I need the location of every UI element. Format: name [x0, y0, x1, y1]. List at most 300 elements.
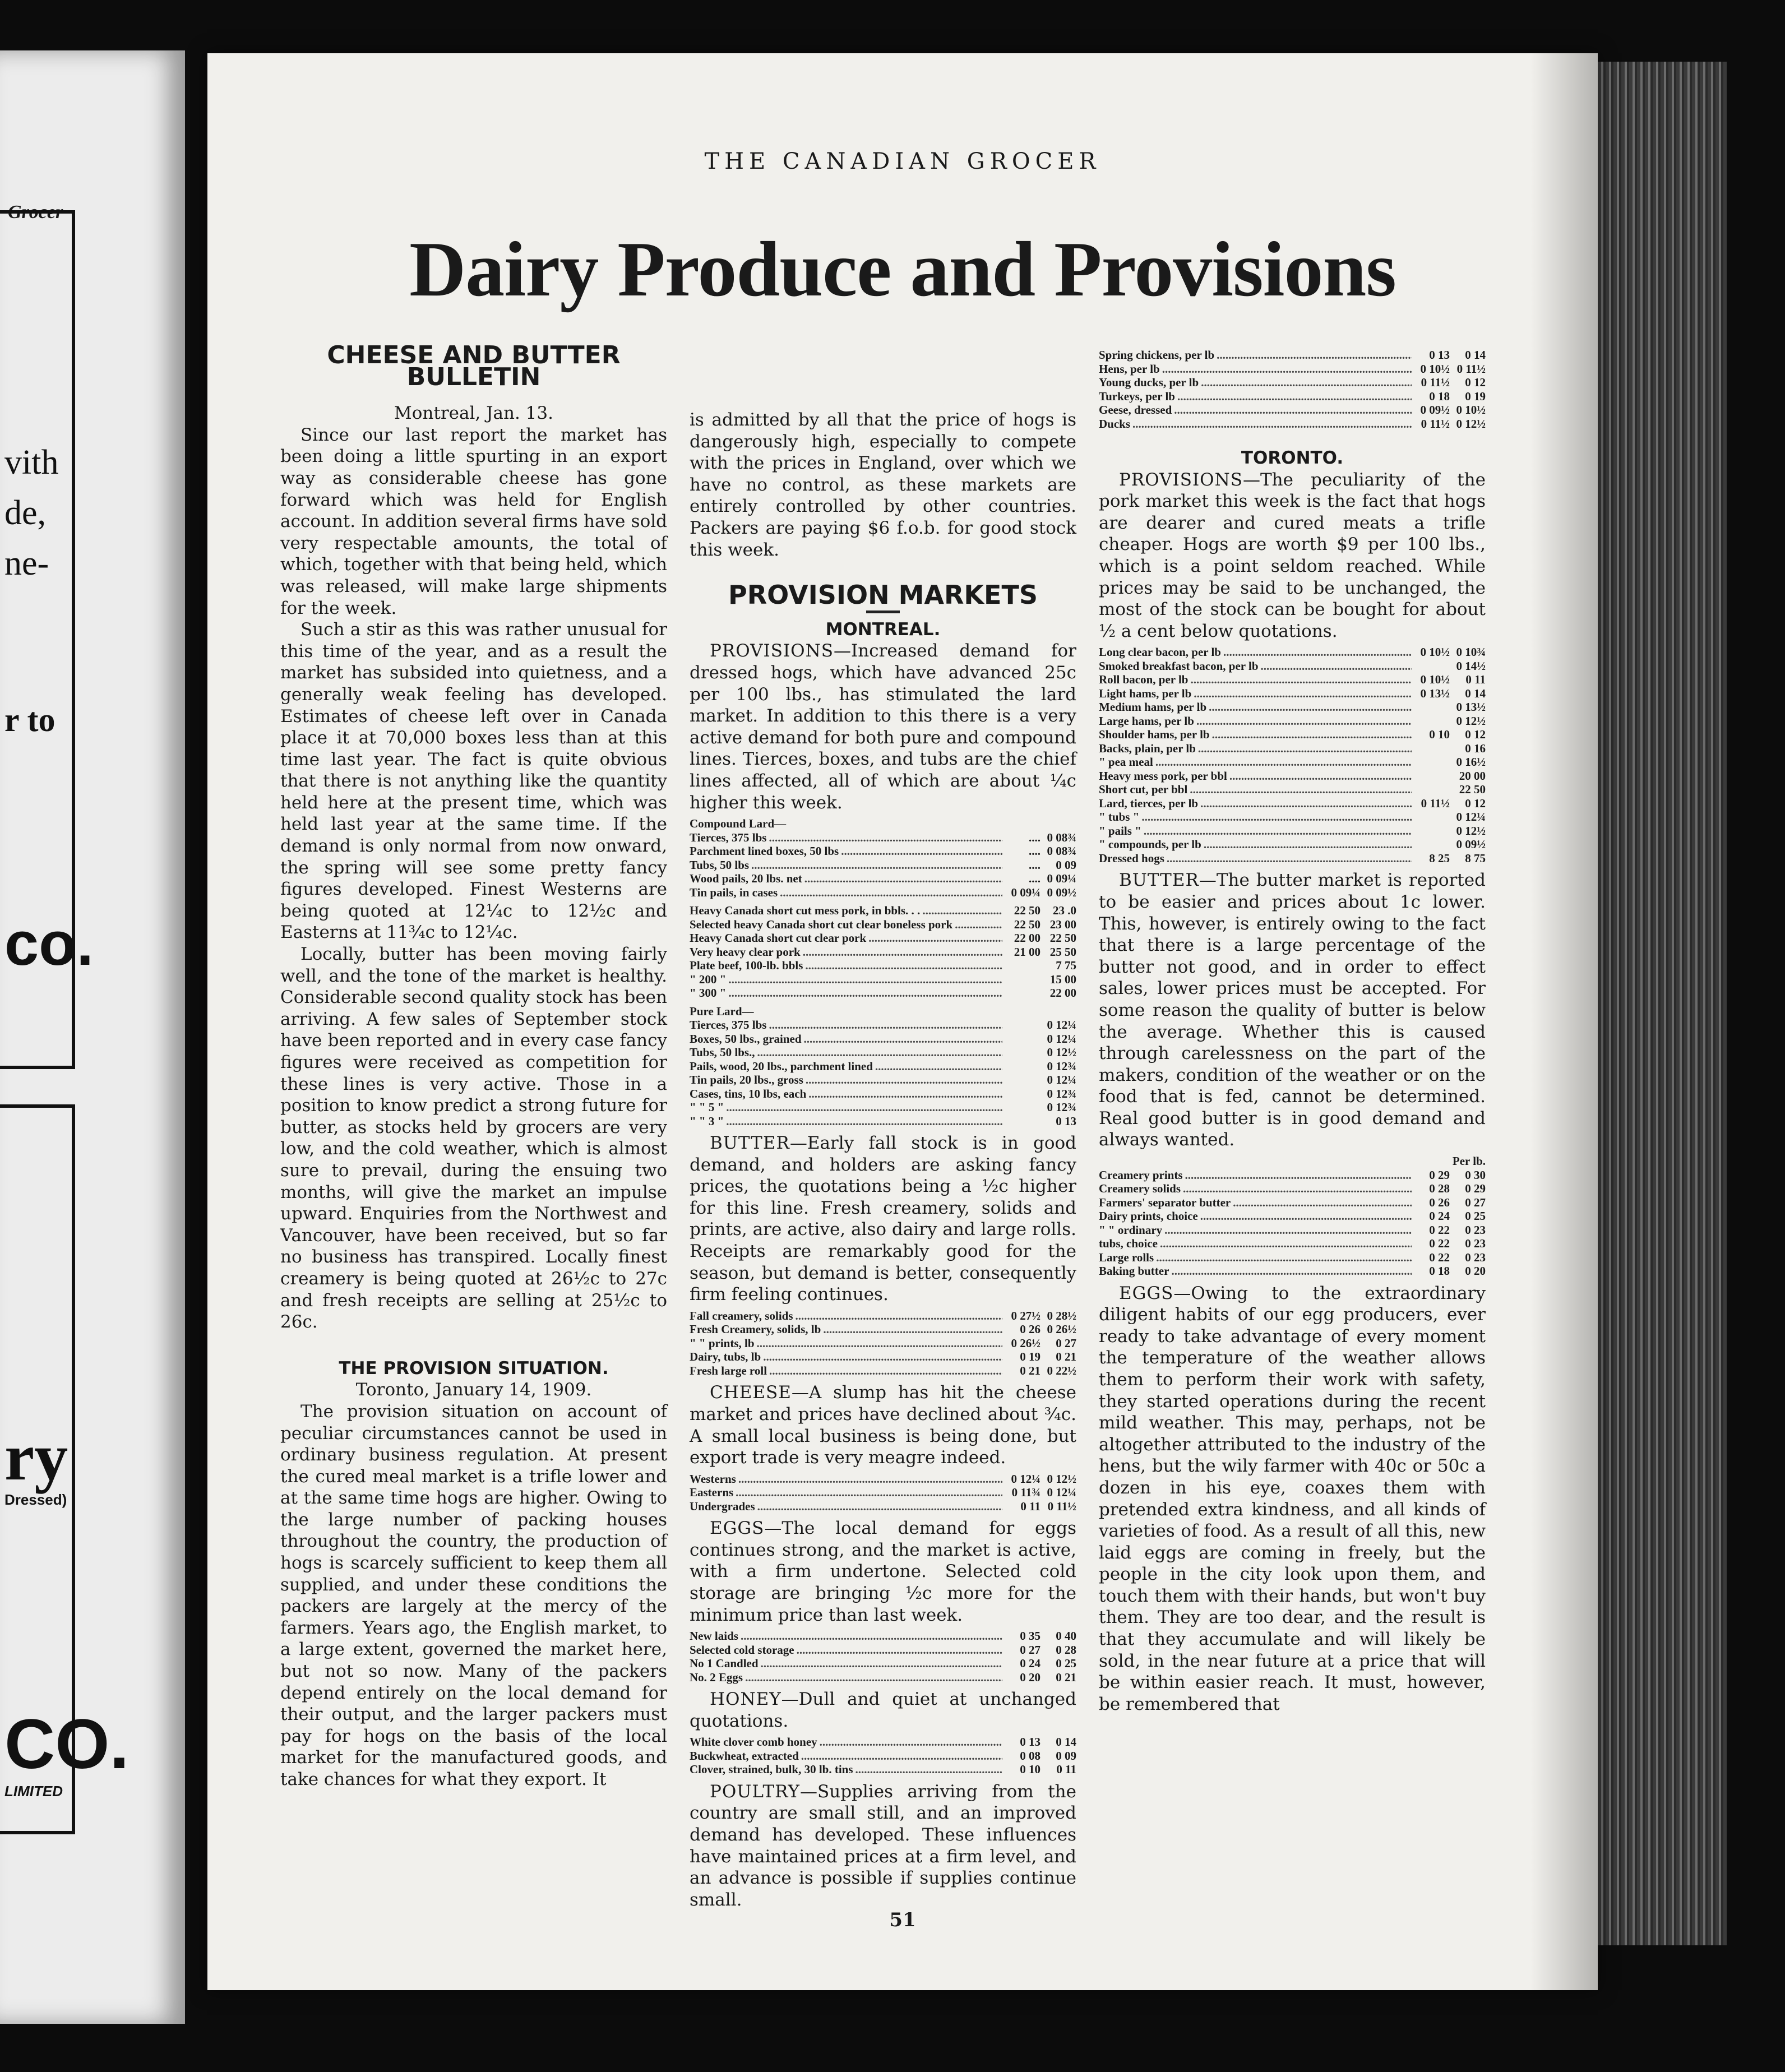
- leader-dots: [1223, 645, 1412, 659]
- leader-dots: [855, 1763, 1002, 1777]
- price-high: 0 11½: [1456, 362, 1486, 376]
- leader-dots: [820, 1735, 1002, 1749]
- price-high: 0 30: [1465, 1168, 1486, 1182]
- leader-dots: [1201, 376, 1412, 390]
- row-label: Tubs, 50 lbs.,: [690, 1046, 755, 1060]
- table-row: [1099, 645, 1486, 659]
- price-high: 0 40: [1056, 1629, 1076, 1643]
- price-high: 0 12¼: [1047, 1018, 1076, 1032]
- leader-dots: [797, 1643, 1002, 1657]
- row-label: Long clear bacon, per lb: [1099, 645, 1221, 659]
- table-row: [1099, 1168, 1486, 1182]
- row-label: Smoked breakfast bacon, per lb: [1099, 659, 1259, 673]
- advert-fragment: LIMITED: [4, 1783, 63, 1800]
- leader-dots: [1171, 1264, 1412, 1278]
- magazine-page: [207, 53, 1598, 1990]
- row-label: Undergrades: [690, 1499, 755, 1513]
- leader-dots: [757, 1500, 1002, 1514]
- price-low: 0 11½: [1421, 417, 1450, 431]
- price-high: 0 16½: [1456, 755, 1486, 769]
- price-high: 22 50: [1049, 931, 1076, 945]
- leader-dots: [806, 1073, 1002, 1087]
- leader-dots: [1217, 348, 1412, 362]
- paragraph-lead: HONEY: [710, 1689, 781, 1710]
- leader-dots: [1190, 673, 1412, 687]
- price-low: 0 13: [1020, 1735, 1041, 1749]
- price-low: 0 26: [1020, 1322, 1041, 1336]
- leader-dots: [1200, 1209, 1412, 1223]
- row-label: Spring chickens, per lb: [1099, 348, 1215, 362]
- leader-dots: [1164, 1223, 1412, 1237]
- price-high: 0 09: [1056, 858, 1076, 872]
- cheese-butter-paragraph: Locally, butter has been moving fairly well, and the tone of the market is healthy. Considerable second quality stock has been arriving. A few sales of September stock have been reported and in every case fancy figures were received as competition for these lines is very active. Those in a position to know predict a strong future for butter, as stocks held by grocers are very low, and the cold weather, which is almost sure to prevail, during the ensuing two months, will give the market an impulse upward. Enquiries from the Northwest and Vancouver, have been received, but so far no business has transpired. Locally finest creamery is being quoted at 26½c to 27c and fresh receipts are selling at 25½c to 26c.: [280, 944, 667, 1333]
- table-row: [1099, 728, 1486, 742]
- table-row: [1099, 362, 1486, 376]
- row-label: Fresh large roll: [690, 1363, 767, 1377]
- leader-dots: [736, 1486, 1002, 1500]
- price-high: 23 00: [1049, 917, 1076, 931]
- table-row: [690, 918, 1076, 932]
- row-label: Pails, wood, 20 lbs., parchment lined: [690, 1059, 873, 1073]
- table-row: [1099, 1223, 1486, 1237]
- table-row: [690, 1018, 1076, 1032]
- row-label: Dairy, tubs, lb: [690, 1350, 761, 1364]
- book-page-edges: [1598, 62, 1727, 1945]
- table-row: [690, 1114, 1076, 1128]
- price-high: 0 21: [1056, 1350, 1076, 1364]
- price-high: 0 27: [1056, 1336, 1076, 1350]
- provision-situation-dateline: Toronto, January 14, 1909.: [355, 1380, 592, 1400]
- row-label: Light hams, per lb: [1099, 686, 1192, 700]
- row-label: Clover, strained, bulk, 30 lb. tins: [690, 1763, 853, 1777]
- leader-dots: [1185, 1168, 1412, 1182]
- column-2: [690, 409, 1076, 1911]
- table-row: [1099, 403, 1486, 417]
- leader-dots: [1212, 728, 1412, 742]
- row-label: Large hams, per lb: [1099, 714, 1194, 728]
- row-label: Buckwheat, extracted: [690, 1749, 799, 1763]
- cheese-butter-dateline: Montreal, Jan. 13.: [394, 403, 553, 424]
- row-label: No 1 Candled: [690, 1657, 759, 1671]
- toronto-butter-table: [1099, 1154, 1486, 1278]
- leader-dots: [868, 931, 1002, 945]
- price-high: 0 12¼: [1047, 1073, 1076, 1087]
- table-row: [1099, 824, 1486, 838]
- leader-dots: [1196, 714, 1412, 728]
- row-label: Wood pails, 20 lbs. net: [690, 872, 802, 886]
- price-high: 0 12¾: [1047, 1100, 1076, 1114]
- pure-lard-table: [690, 1005, 1076, 1128]
- advert-fragment: r to: [4, 701, 56, 738]
- previous-page-edge: [0, 50, 185, 2024]
- price-low: 0 35: [1020, 1629, 1041, 1643]
- price-high: 22 50: [1459, 783, 1486, 797]
- leader-dots: [1174, 403, 1412, 417]
- table-row: [690, 1643, 1076, 1657]
- price-high: 0 12¼: [1456, 810, 1486, 824]
- price-low: 0 26½: [1011, 1336, 1041, 1350]
- table-row: [1099, 659, 1486, 673]
- table-row: [1099, 348, 1486, 362]
- price-low: 22 00: [1014, 931, 1041, 945]
- table-row: [690, 1671, 1076, 1685]
- table-row: [690, 1364, 1076, 1378]
- page-number: 51: [889, 1909, 916, 1931]
- price-high: 0 27: [1465, 1195, 1486, 1209]
- table-row: [1099, 1264, 1486, 1278]
- cheese-table: [690, 1472, 1076, 1514]
- honey-table: [690, 1735, 1076, 1777]
- price-high: 0 08¾: [1047, 830, 1076, 844]
- provision-markets-heading: PROVISION MARKETS: [728, 580, 1038, 610]
- table-row: [690, 904, 1076, 918]
- table-label: Pure Lard—: [690, 1004, 754, 1018]
- price-high: 0 16: [1465, 741, 1486, 755]
- row-label: Short cut, per bbl: [1099, 783, 1188, 797]
- price-high: 7 75: [1056, 959, 1076, 973]
- row-label: Heavy mess pork, per bbl: [1099, 769, 1227, 783]
- paragraph-text: —A slump has hit the cheese market and prices have declined about ¾c. A small local business is being done, but export trade is very meagre indeed.: [690, 1382, 1076, 1468]
- price-high: 0 11: [1056, 1763, 1076, 1777]
- price-low: ....: [1029, 872, 1041, 886]
- row-label: Ducks: [1099, 417, 1131, 431]
- price-low: 0 26: [1429, 1195, 1450, 1209]
- leader-dots: [751, 858, 1002, 872]
- table-row: [1099, 417, 1486, 431]
- leader-dots: [728, 986, 1002, 1000]
- table-row: [690, 1763, 1076, 1777]
- price-high: 0 09½: [1456, 838, 1486, 852]
- leader-dots: [1204, 838, 1412, 852]
- leader-dots: [738, 1472, 1002, 1486]
- price-high: 0 14: [1465, 348, 1486, 362]
- price-high: 0 11: [1465, 673, 1486, 687]
- row-label: Very heavy clear pork: [690, 945, 801, 959]
- price-low: 0 08: [1020, 1749, 1041, 1763]
- price-high: 0 14: [1056, 1735, 1076, 1749]
- row-label: " compounds, per lb: [1099, 838, 1201, 852]
- leader-dots: [823, 1322, 1002, 1336]
- leader-dots: [745, 1671, 1002, 1685]
- row-label: " " ordinary: [1099, 1223, 1163, 1237]
- price-high: 0 12½: [1047, 1472, 1076, 1486]
- price-low: 8 25: [1429, 851, 1450, 865]
- leader-dots: [1190, 783, 1412, 797]
- row-label: New laids: [690, 1629, 738, 1643]
- price-low: 0 22: [1429, 1250, 1450, 1264]
- price-high: 0 13: [1056, 1114, 1076, 1128]
- pork-table: [690, 904, 1076, 1000]
- row-label: Lard, tierces, per lb: [1099, 796, 1199, 810]
- table-row: [1099, 1251, 1486, 1265]
- leader-dots: [922, 904, 1002, 918]
- price-low: 0 11½: [1421, 796, 1450, 810]
- row-label: Easterns: [690, 1486, 734, 1500]
- leader-dots: [1200, 797, 1412, 811]
- previous-page-running-head: Grocer: [8, 202, 63, 223]
- table-row: [1099, 1237, 1486, 1251]
- leader-dots: [804, 1032, 1002, 1046]
- price-low: 0 28: [1429, 1182, 1450, 1196]
- table-row: [690, 1073, 1076, 1087]
- leader-dots: [796, 1309, 1003, 1323]
- leader-dots: [763, 1350, 1002, 1364]
- cheese-butter-paragraph: Since our last report the market has been doing a little spurting in an export way as considerable cheese has gone forward which was held for English account. In addition several firms have sold very respectable amounts, the total of which, together with that being held, which was released, will make large shipments for the week.: [280, 424, 667, 618]
- price-high: 0 25: [1465, 1209, 1486, 1223]
- row-label: Farmers' separator butter: [1099, 1195, 1231, 1209]
- row-label: " 300 ": [690, 986, 727, 1000]
- table-row: [1099, 687, 1486, 701]
- leader-dots: [875, 1060, 1002, 1074]
- toronto-provisions-table: [1099, 645, 1486, 865]
- montreal-eggs-table: [690, 1629, 1076, 1684]
- price-high: 0 12: [1465, 796, 1486, 810]
- row-label: " pea meal: [1099, 755, 1153, 769]
- table-row: [1099, 797, 1486, 811]
- row-label: Cases, tins, 10 lbs, each: [690, 1086, 807, 1100]
- paragraph-lead: POULTRY: [710, 1781, 800, 1802]
- price-high: 22 00: [1049, 986, 1076, 1000]
- paragraph-lead: EGGS: [1119, 1283, 1174, 1303]
- price-high: 8 75: [1465, 851, 1486, 865]
- montreal-butter-table: [690, 1309, 1076, 1378]
- provision-situation-heading: THE PROVISION SITUATION.: [339, 1358, 609, 1379]
- row-label: " " 3 ": [690, 1114, 724, 1128]
- leader-dots: [1167, 852, 1412, 866]
- cheese-butter-paragraph: Such a stir as this was rather unusual for this time of the year, and as a result the market has subsided into quietness, and a generally weak feeling has developed. Estimates of cheese left over in Canada place it at 70,000 boxes less than at this time last year. The fact is quite obvious that there is not anything like the quantity held here at the present time, which was held last year at the same time. If the demand is only normal from now onward, the spring will see some pretty fancy figures developed. Finest Westerns are being quoted at 12¼c to 12½c and Easterns at 11¾c to 12¼c.: [280, 619, 667, 943]
- price-high: 0 10½: [1456, 403, 1486, 417]
- paragraph-text: —Supplies arriving from the country are small still, and an improved demand has developed. These influences have maintained prices at a firm level, and an advance is possible if supplies continue small.: [690, 1781, 1076, 1910]
- leader-dots: [1160, 1237, 1412, 1251]
- paragraph-lead: BUTTER: [710, 1133, 790, 1154]
- price-high: 0 10¾: [1456, 645, 1486, 659]
- row-label: Parchment lined boxes, 50 lbs: [690, 844, 839, 858]
- table-row: [690, 1032, 1076, 1046]
- table-row: [1099, 700, 1486, 714]
- table-row: [1099, 838, 1486, 852]
- table-row: [690, 1500, 1076, 1514]
- price-high: 0 20: [1465, 1264, 1486, 1278]
- leader-dots: [841, 844, 1002, 858]
- row-label: White clover comb honey: [690, 1735, 817, 1749]
- row-label: Creamery prints: [1099, 1168, 1183, 1182]
- table-row: [690, 1336, 1076, 1350]
- price-high: 0 26½: [1047, 1322, 1076, 1336]
- price-low: 0 22: [1429, 1237, 1450, 1251]
- section-rule: [866, 610, 900, 613]
- leader-dots: [1132, 417, 1412, 431]
- price-high: 0 12¾: [1047, 1059, 1076, 1073]
- row-label: Medium hams, per lb: [1099, 700, 1207, 714]
- leader-dots: [1261, 659, 1412, 673]
- row-label: Dressed hogs: [1099, 851, 1164, 865]
- table-row: [1099, 714, 1486, 728]
- table-row: [1099, 755, 1486, 769]
- row-label: " pails ": [1099, 824, 1141, 838]
- leader-dots: [1183, 1182, 1412, 1196]
- price-low: 0 09½: [1420, 403, 1450, 417]
- leader-dots: [757, 1336, 1002, 1350]
- paragraph-text: —Early fall stock is in good demand, and holders are asking fancy prices, the quotations being a ½c higher for this line. Fresh creamery, solids and prints, are active, also dairy and large rolls. Receipts are remarkably good for the season, but demand is better, consequently firm feeling continues.: [690, 1133, 1076, 1305]
- table-row: [690, 1350, 1076, 1364]
- leader-dots: [769, 831, 1002, 845]
- price-high: 0 19: [1465, 389, 1486, 403]
- table-row: [690, 1100, 1076, 1114]
- leader-dots: [804, 872, 1002, 886]
- price-low: 0 21: [1020, 1363, 1041, 1377]
- row-label: Selected cold storage: [690, 1643, 794, 1657]
- table-row: [690, 872, 1076, 886]
- table-row: [690, 945, 1076, 959]
- row-label: " " prints, lb: [690, 1336, 755, 1350]
- provision-situation-paragraph: The provision situation on account of peculiar circumstances cannot be used in ordinary business regulation. At present the cured meal market is a trifle lower and at the same time hogs are higher. Owing to the large number of packing houses throughout the country, the production of hogs is scarcely sufficient to keep them all supplied, and under these conditions the packers are largely at the mercy of the farmers. Years ago, the English market, to a large extent, governed the market here, but not so now. Many of the packers depend entirely on the local demand for their output, and the larger packers must pay for hogs on the basis of the local market for the manufactured goods, and take chances for what they export. It: [280, 1401, 667, 1789]
- price-high: 0 12½: [1456, 417, 1486, 431]
- table-row: [690, 1309, 1076, 1323]
- row-label: Westerns: [690, 1472, 736, 1486]
- price-high: 0 28: [1056, 1643, 1076, 1657]
- price-high: 0 08¾: [1047, 844, 1076, 858]
- price-high: 0 12¼: [1047, 1486, 1076, 1500]
- leader-dots: [769, 1364, 1002, 1378]
- leader-dots: [769, 1018, 1002, 1032]
- row-label: " 200 ": [690, 972, 727, 986]
- compound-lard-table: [690, 817, 1076, 899]
- table-row: [690, 931, 1076, 945]
- price-low: 0 24: [1020, 1657, 1041, 1671]
- leader-dots: [1233, 1196, 1412, 1210]
- price-low: ....: [1029, 830, 1041, 844]
- price-low: 0 11¾: [1011, 1486, 1041, 1500]
- table-row: [1099, 1196, 1486, 1210]
- table-row: [690, 959, 1076, 973]
- price-high: 0 09½: [1047, 885, 1076, 899]
- row-label: Large rolls: [1099, 1250, 1154, 1264]
- row-label: Shoulder hams, per lb: [1099, 728, 1210, 742]
- advert-fragment: co.: [4, 909, 94, 978]
- row-label: Tierces, 375 lbs: [690, 1018, 767, 1032]
- price-low: 0 18: [1429, 389, 1450, 403]
- column-1: [280, 341, 667, 1791]
- price-high: 0 09¼: [1047, 872, 1076, 886]
- toronto-heading: TORONTO.: [1241, 448, 1344, 468]
- price-low: 0 29: [1429, 1168, 1450, 1182]
- leader-dots: [1194, 687, 1412, 701]
- row-label: Heavy Canada short cut clear pork: [690, 931, 867, 945]
- price-high: 0 12: [1465, 728, 1486, 742]
- price-high: 0 11½: [1047, 1499, 1076, 1513]
- leader-dots: [761, 1657, 1002, 1671]
- price-high: 0 25: [1056, 1657, 1076, 1671]
- paragraph-lead: EGGS: [710, 1518, 765, 1539]
- table-row: [690, 1735, 1076, 1749]
- leader-dots: [757, 1046, 1002, 1060]
- price-low: 0 11: [1020, 1499, 1041, 1513]
- table-row: [1099, 742, 1486, 756]
- table-row: [690, 1472, 1076, 1486]
- table-row: [690, 858, 1076, 872]
- running-title: THE CANADIAN GROCER: [704, 149, 1101, 174]
- price-high: 23 .0: [1053, 904, 1076, 918]
- price-low: 0 19: [1020, 1350, 1041, 1364]
- leader-dots: [1144, 824, 1412, 838]
- row-label: No. 2 Eggs: [690, 1670, 743, 1684]
- leader-dots: [801, 1749, 1002, 1763]
- price-high: 0 28½: [1047, 1308, 1076, 1322]
- table-row: [1099, 769, 1486, 783]
- price-high: 15 00: [1049, 972, 1076, 986]
- paragraph-lead: PROVISIONS: [710, 641, 834, 662]
- table-row: [690, 1046, 1076, 1060]
- table-row: [690, 1060, 1076, 1074]
- price-high: 0 12: [1465, 376, 1486, 389]
- page-title: Dairy Produce and Provisions: [409, 226, 1396, 313]
- leader-dots: [803, 945, 1002, 959]
- leader-dots: [1141, 810, 1412, 824]
- price-high: 0 22½: [1047, 1363, 1076, 1377]
- table-label: Compound Lard—: [690, 817, 787, 831]
- table-row: [690, 1087, 1076, 1101]
- price-high: 0 23: [1465, 1223, 1486, 1237]
- price-low: 0 27: [1020, 1643, 1041, 1657]
- price-low: 0 11½: [1421, 376, 1450, 389]
- price-low: 0 10½: [1420, 673, 1450, 687]
- table-row: [690, 986, 1076, 1000]
- price-low: 0 10: [1020, 1763, 1041, 1777]
- table-row: [690, 1749, 1076, 1763]
- leader-dots: [808, 1087, 1002, 1101]
- row-label: Geese, dressed: [1099, 403, 1172, 417]
- price-high: 0 12½: [1047, 1046, 1076, 1060]
- paragraph-lead: BUTTER: [1119, 870, 1199, 891]
- paragraph-lead: PROVISIONS: [1119, 469, 1243, 490]
- table-row: [1099, 1209, 1486, 1223]
- price-high: 20 00: [1459, 769, 1486, 783]
- column-3: [1099, 345, 1486, 1715]
- price-low: 0 10½: [1420, 362, 1450, 376]
- table-row: [1099, 376, 1486, 390]
- table-row: [1099, 852, 1486, 866]
- paragraph-text: —Owing to the extraordinary diligent habits of our egg producers, ever ready to take advantage of every moment the temperature of the weather allows them to perform their work with safety, they started operations during the recent mild weather. This may, perhaps, not be altogether attributed to the industry of the hens, but the wily farmer with 40c or 50c a dozen in his eye, coaxes them with pretended extra kindness, and all kinds of varieties of food. As a result of all this, new laid eggs are coming in freely, but the people in the city look upon them, and touch them with their hands, but won't buy them. They are too dear, and the result is that they accumulate and will likely be sold, in the near future at a price that will be within easier reach. It must, however, be remembered that: [1099, 1283, 1486, 1714]
- paragraph-lead: CHEESE: [710, 1382, 792, 1403]
- advert-fragment: ne-: [4, 544, 49, 582]
- paragraph-text: —The local demand for eggs continues strong, and the market is active, with a firm undertone. Selected cold storage are bringing ½c more for the minimum price than last week.: [690, 1518, 1076, 1625]
- row-label: Heavy Canada short cut mess pork, in bbls. . .: [690, 904, 921, 918]
- price-high: 0 13½: [1456, 700, 1486, 714]
- advert-fragment: de,: [4, 494, 47, 532]
- leader-dots: [1177, 390, 1412, 404]
- price-low: 0 09¼: [1011, 885, 1041, 899]
- price-high: 0 21: [1056, 1670, 1076, 1684]
- table-row: [690, 1657, 1076, 1671]
- row-label: " " 5 ": [690, 1100, 724, 1114]
- price-low: 0 10: [1429, 728, 1450, 742]
- price-high: 0 12¼: [1047, 1032, 1076, 1046]
- table-row: [1099, 390, 1486, 404]
- paragraph-text: —The butter market is reported to be easier and prices about 1c lower. This, however, is entirely owing to the fact that there is a large percentage of the butter not good, and in order to effect sales, lower prices must be accepted. For some reason the quality of butter is below the average. Whether this is caused through carelessness on the part of the makers, condition of the weather or on the food that is fed, cannot be determined. Real good butter is in good demand and always wanted.: [1099, 870, 1486, 1150]
- advert-fragment: ry: [4, 1419, 68, 1494]
- table-row: [690, 831, 1076, 845]
- price-low: ....: [1029, 858, 1041, 872]
- leader-dots: [1155, 755, 1412, 769]
- price-high: 0 12¾: [1047, 1086, 1076, 1100]
- row-label: tubs, choice: [1099, 1237, 1158, 1251]
- table-row: [1099, 810, 1486, 824]
- row-label: Tierces, 375 lbs: [690, 830, 767, 844]
- paragraph-text: —Dull and quiet at unchanged quotations.: [690, 1689, 1076, 1731]
- leader-dots: [1209, 700, 1412, 714]
- price-low: 22 50: [1014, 904, 1041, 918]
- table-row: [690, 1322, 1076, 1336]
